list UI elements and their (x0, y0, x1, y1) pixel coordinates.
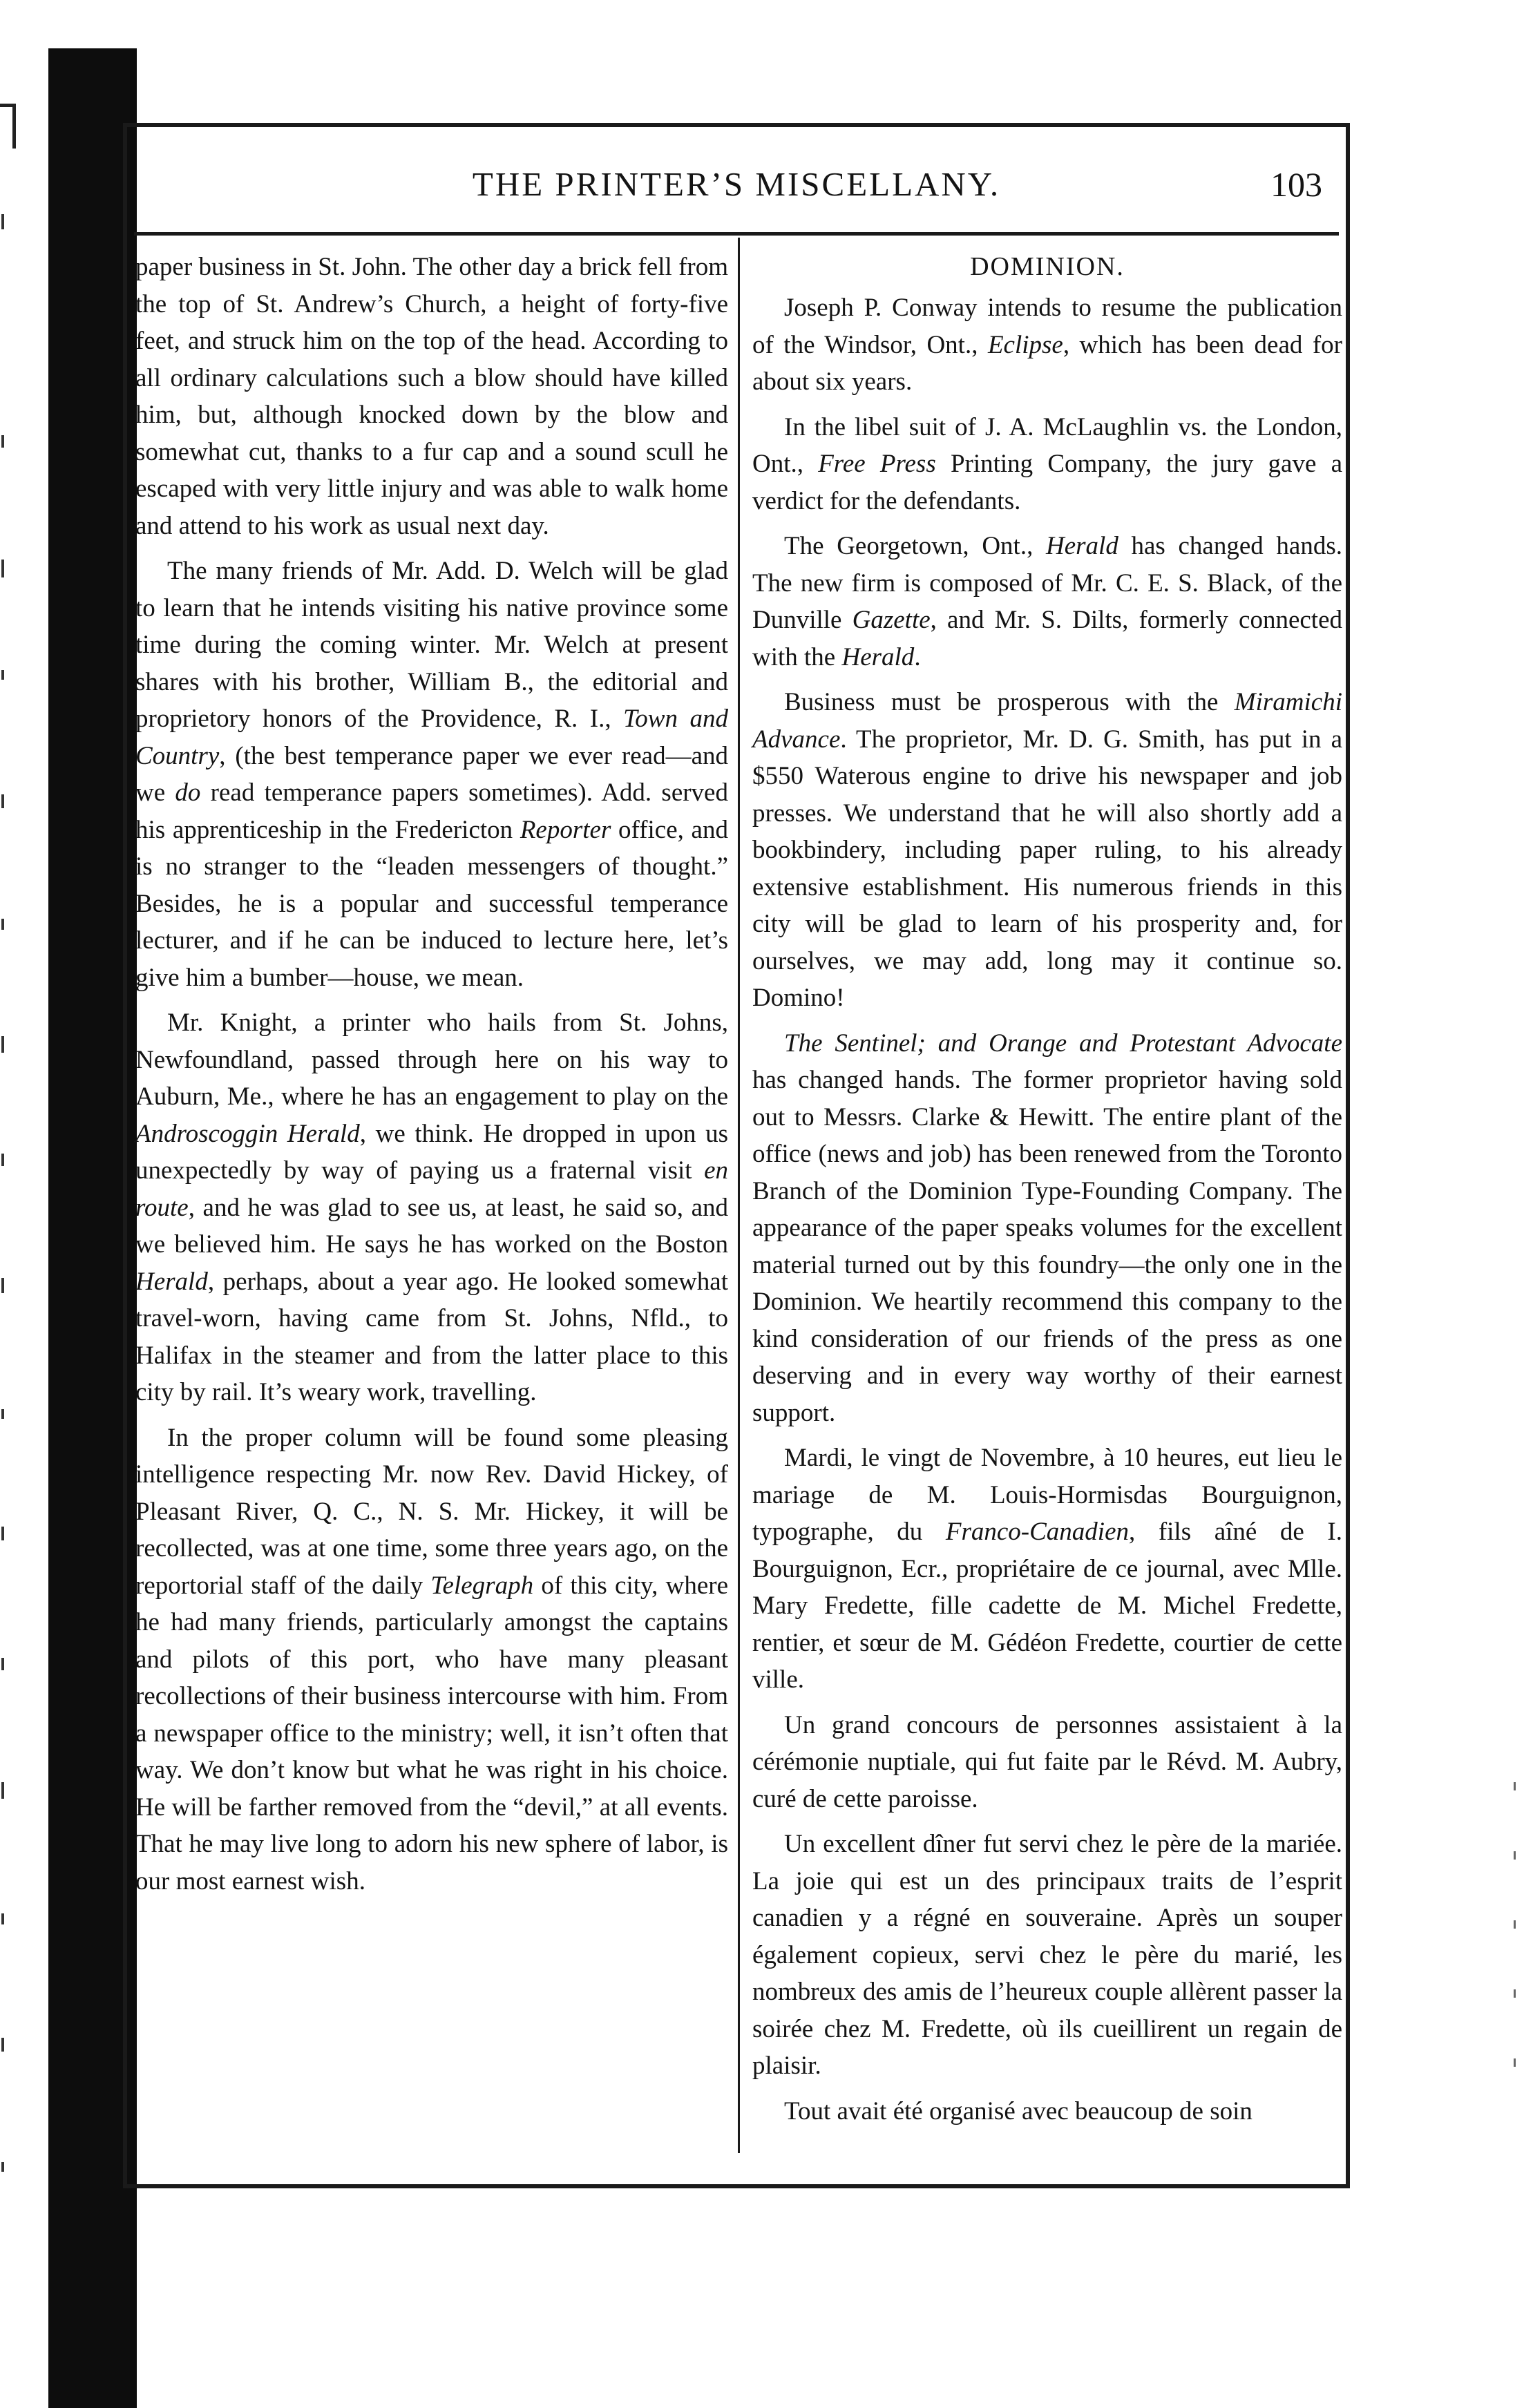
text-run: Joseph P. Conway intends to resume the publication of the Windsor, Ont., (752, 294, 1342, 359)
page-frame (123, 123, 1350, 2188)
publication-title: Reporter (520, 815, 611, 844)
publication-title: Eclipse (987, 330, 1063, 359)
news-item-french: Un grand concours de personnes assistaient à la cérémonie nuptiale, qui fut faite par le Révd. M. Aubry, curé de cette paroisse. (752, 1710, 1342, 1813)
article-paragraph (135, 553, 728, 996)
text-run: has changed hands. The new firm is composed of Mr. C. E. S. Black, of the Dunville (752, 532, 1342, 634)
text-run: , perhaps, about a year ago. He looked somewhat travel-worn, having came from St. Johns, Nfld., to Halifax in the steamer and from the latter place to this city by rail. It’s weary work, travelling. (135, 1267, 728, 1406)
article-paragraph (135, 1420, 728, 1900)
publication-title: Herald (1046, 532, 1118, 560)
running-head (127, 160, 1346, 216)
scan-speck (1514, 1851, 1516, 1860)
left-column (135, 249, 728, 1908)
article-paragraph (135, 1004, 728, 1411)
news-item-french: Un excellent dîner fut servi chez le père de la mariée. La joie qui est un des principaux traits de l’esprit canadien y a régné en souveraine. Après un souper également copieux, servi chez le père du marié, les nombreux des amis de l’heureux couple allèrent passer la soirée chez M. Fredette, où ils cueillirent un regain de plaisir. (752, 1830, 1342, 2080)
text-run: , fils aîné de I. Bourguignon, Ecr., propriétaire de ce journal, avec Mlle. Mary Fredette, fille cadette de M. Michel Fredette, rentier, et sœur de M. Gédéon Fredette, courtier de cette ville. (752, 1518, 1342, 1694)
running-title: THE PRINTER’S MISCELLANY. (472, 165, 1001, 203)
text-run: In the proper column will be found some pleasing intelligence respecting Mr. now Rev. David Hickey, of Pleasant River, Q. C., N. S. Mr. Hickey, it will be recollected, was at one time, some three years ago, on the reportorial staff of the daily (135, 1423, 728, 1600)
text-run: , which has been dead for about six years. (752, 330, 1342, 396)
publication-title: Town and Country (135, 705, 728, 770)
emphasis: do (175, 778, 201, 807)
text-run: The many friends of Mr. Add. D. Welch will be glad to learn that he intends visiting his native province some time during the coming winter. Mr. Welch at present shares with his brother, William B., the editorial and proprietory honors of the Providence, R. I., (135, 557, 728, 733)
text-run: , (the best temperance paper we ever read—and we (135, 741, 728, 807)
publication-title: The Sentinel; and Orange and Protestant Advocate (784, 1029, 1342, 1058)
header-rule (134, 232, 1339, 236)
facing-page-bleed-marks (1, 173, 21, 2245)
publication-title: Gazette (852, 606, 931, 634)
column-divider (738, 238, 740, 2153)
right-column (752, 249, 1342, 2138)
article-paragraph: paper business in St. John. The other day a brick fell from the top of St. Andrew’s Church, a height of forty-five feet, and struck him on the top of the head. According to all ordinary calculations such a blow should have killed him, but, although knocked down by the blow and somewhat cut, thanks to a fur cap and a sound scull he escaped with very little injury and was able to walk home and attend to his work as usual next day. (135, 253, 728, 540)
text-run: has changed hands. The former proprietor having sold out to Messrs. Clarke & Hewitt. The entire plant of the office (news and job) has been renewed from the Toronto Branch of the Dominion Type-Founding Company. The appearance of the paper speaks volumes for the excellent material turned out by this foundry—the only one in the Dominion. We heartily recommend this company to the kind consideration of our friends of the press as one deserving and in every way worthy of their earnest support. (752, 1066, 1342, 1427)
page-number: 103 (1270, 165, 1322, 204)
publication-title: Herald (135, 1267, 208, 1296)
text-run: Mardi, le vingt de Novembre, à 10 heures, eut lieu le mariage de M. Louis-Hormisdas Bourguignon, typographe, du (752, 1444, 1342, 1546)
news-item (752, 1025, 1342, 1432)
publication-title: Free Press (818, 450, 936, 478)
text-run: office, and is no stranger to the “leaden messengers of thought.” Besides, he is a popular and successful temperance lecturer, and if he can be induced to lecture here, let’s give him a bumber—house, we mean. (135, 815, 728, 992)
text-run: Mr. Knight, a printer who hails from St. Johns, Newfoundland, passed through here on his way to Auburn, Me., where he has an engagement to play on the (135, 1009, 728, 1111)
scan-speck (1514, 2058, 1516, 2067)
news-item (752, 289, 1342, 401)
text-run: , and he was glad to see us, at least, he said so, and we believed him. He says he has worked on the Boston (135, 1193, 728, 1259)
scan-speck (1514, 1782, 1516, 1790)
text-run: of this city, where he had many friends, particularly amongst the captains and pilots of this port, who have many pleasant recollections of their business intercourse with him. From a newspaper office to the ministry; well, it isn’t often that way. We don’t know but what he was right in his choice. He will be farther removed from the “devil,” at all events. That he may live long to adorn his new sphere of labor, is our most earnest wish. (135, 1571, 728, 1895)
scan-speck (1514, 1920, 1516, 1929)
news-item-french (752, 1440, 1342, 1699)
news-item-french: Tout avait été organisé avec beaucoup de soin (784, 2096, 1252, 2125)
publication-title: Miramichi Advance (752, 688, 1342, 754)
section-heading: DOMINION. (970, 252, 1125, 281)
text-run: , and Mr. S. Dilts, formerly connected with the (752, 606, 1342, 671)
emphasis: en route (135, 1156, 728, 1222)
text-run: In the libel suit of J. A. McLaughlin vs. the London, Ont., (752, 412, 1342, 478)
publication-title: Telegraph (430, 1571, 534, 1600)
publication-title: Androscoggin Herald (135, 1119, 360, 1148)
news-item (752, 684, 1342, 1017)
text-run: Printing Company, the jury gave a verdict for the defendants. (752, 450, 1342, 515)
text-run: The Georgetown, Ont., (784, 532, 1046, 560)
text-run: . The proprietor, Mr. D. G. Smith, has put in a $550 Waterous engine to drive his newspaper and job presses. We understand that he will also shortly add a bookbindery, including paper ruling, to his already extensive establishment. His numerous friends in this city will be glad to learn of his prosperity and, for ourselves, we may add, long may it continue so. Domino! (752, 725, 1342, 1012)
text-run: Business must be prosperous with the (784, 688, 1235, 716)
news-item (752, 409, 1342, 520)
text-run: read temperance papers sometimes). Add. served his apprenticeship in the Fredericton (135, 778, 728, 844)
text-run: . (914, 642, 921, 671)
publication-title: Franco-Canadien (945, 1518, 1129, 1546)
publication-title: Herald (841, 642, 915, 671)
scan-speck (1514, 1989, 1516, 1998)
news-item (752, 528, 1342, 676)
text-run: , we think. He dropped in upon us unexpectedly by way of paying us a fraternal visit (135, 1119, 728, 1185)
facing-page-edge (0, 104, 16, 149)
